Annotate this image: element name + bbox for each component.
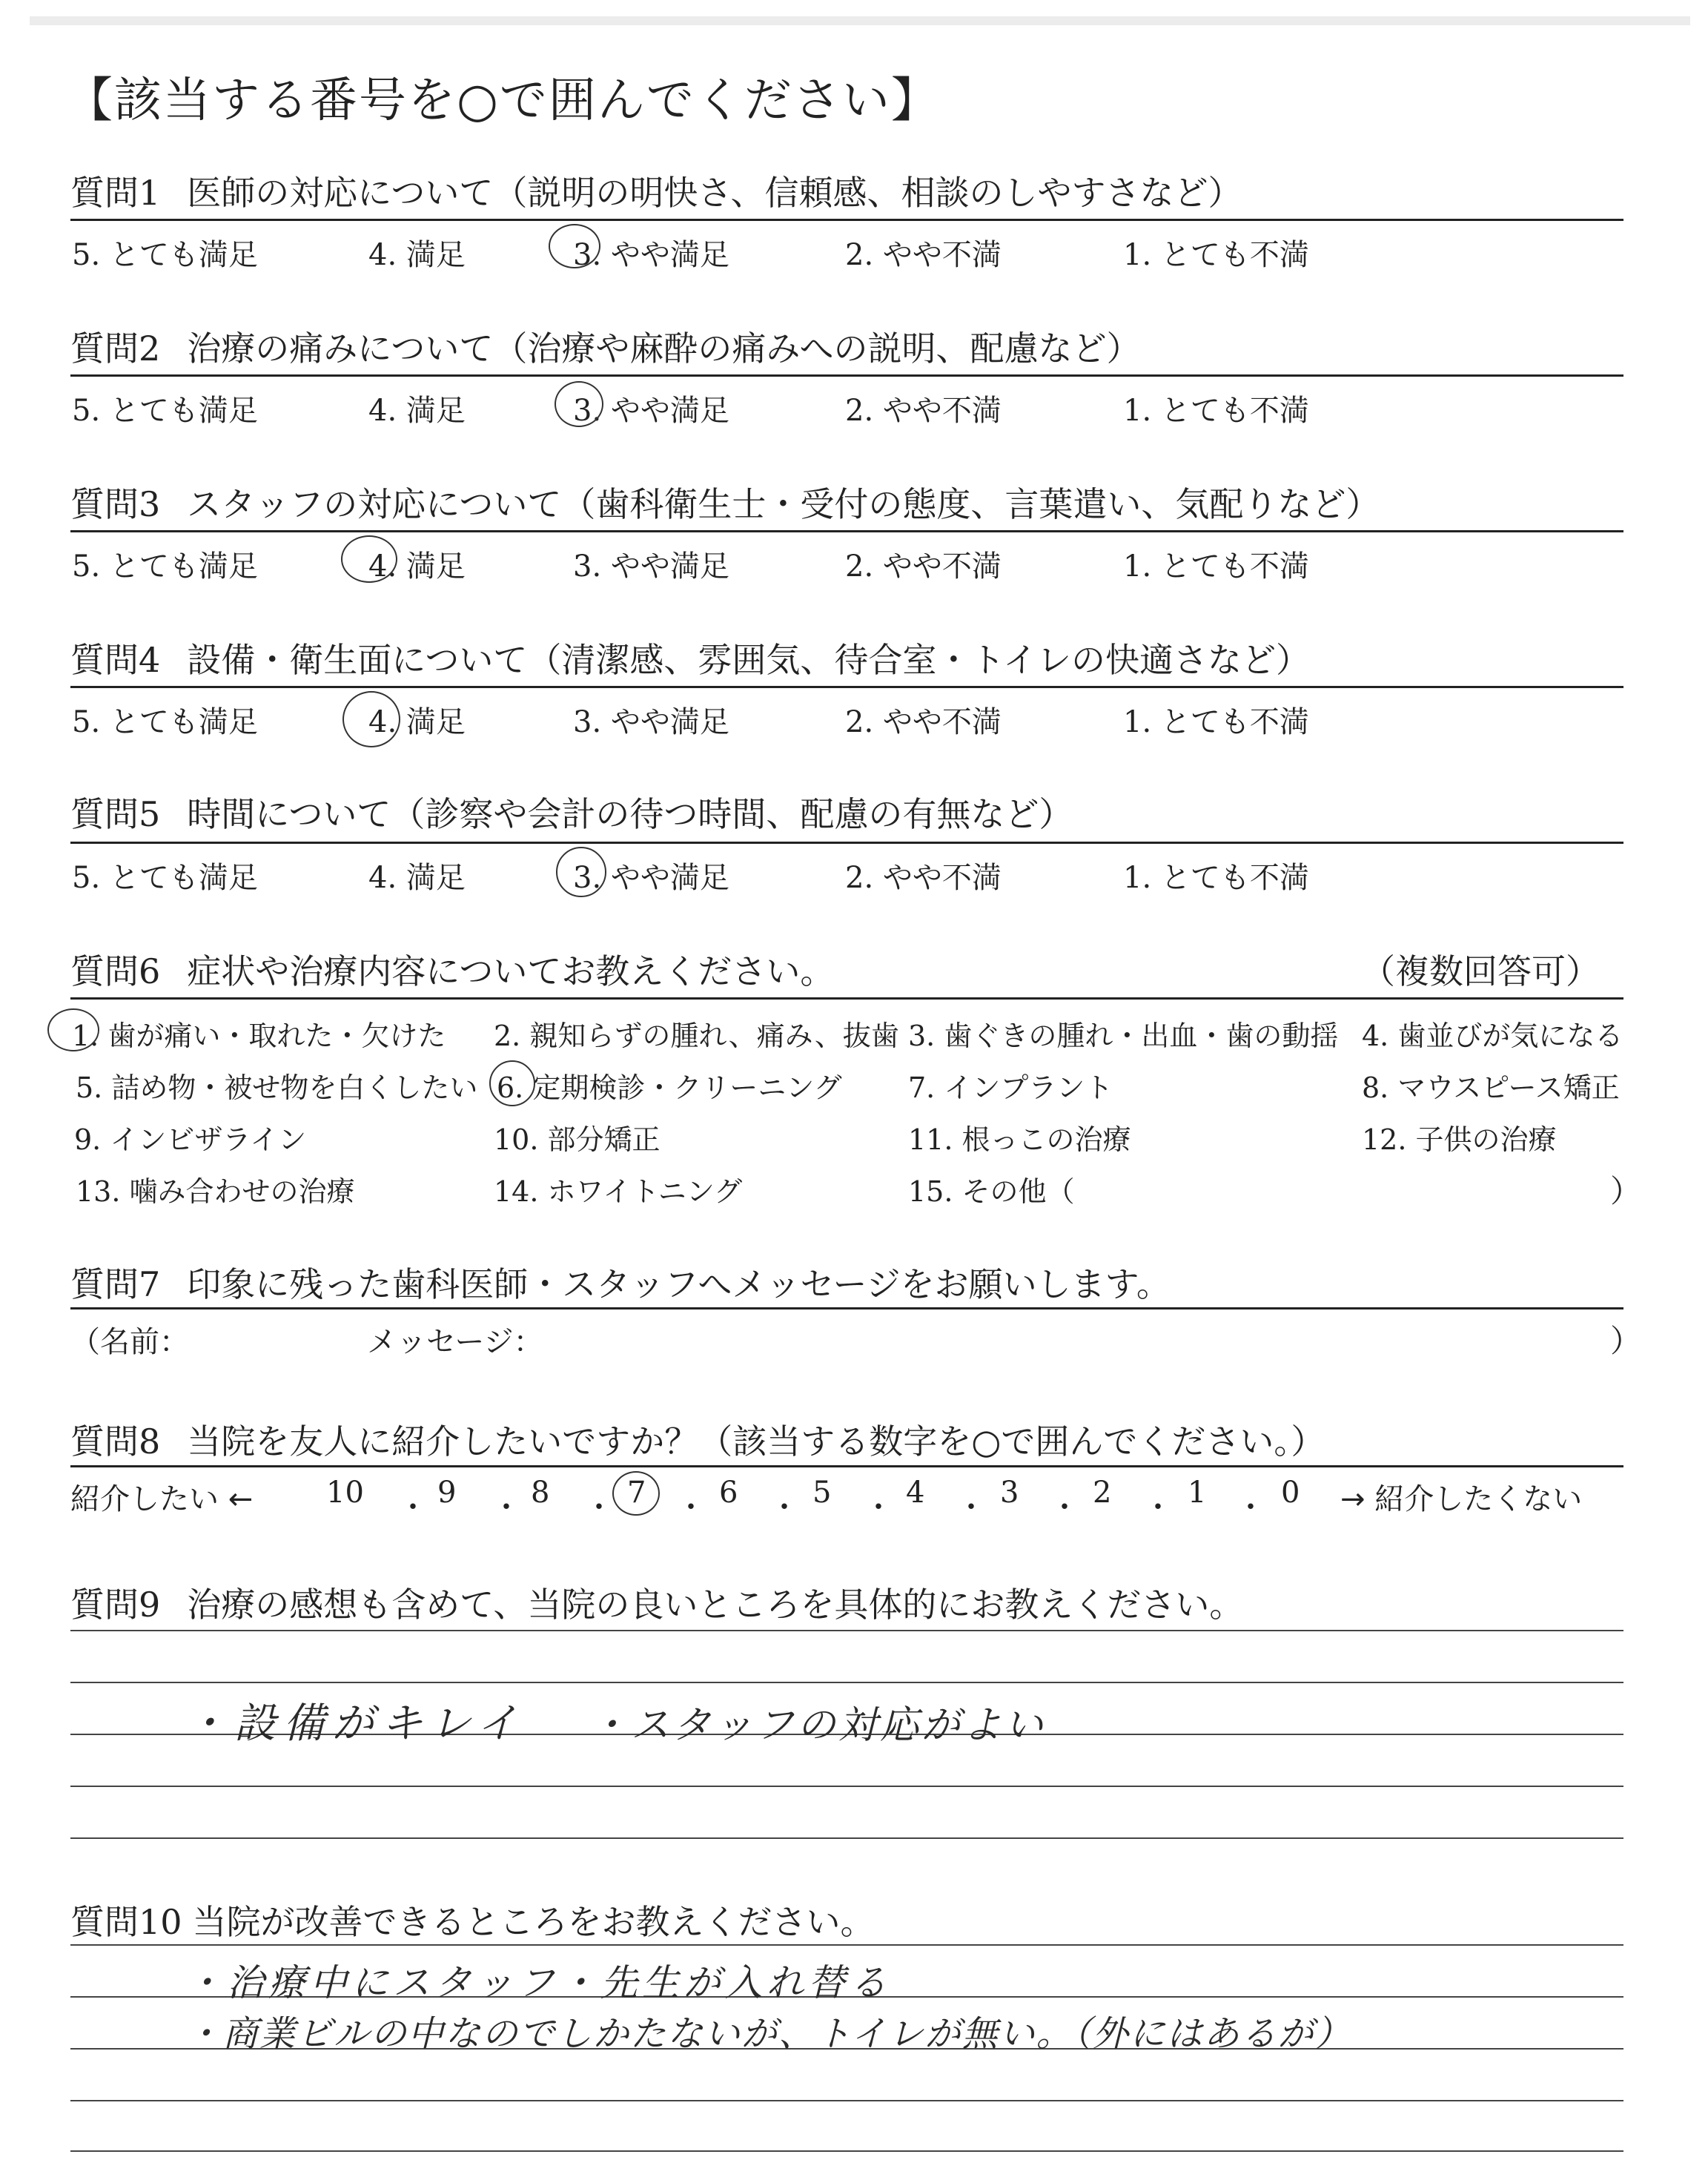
q6-option-9[interactable]: 9. インビザライン	[74, 1123, 307, 1156]
divider	[70, 219, 1623, 221]
divider	[70, 1465, 1623, 1467]
q6-option-2[interactable]: 2. 親知らずの腫れ、痛み、抜歯	[494, 1020, 899, 1052]
question-number: 質問1	[70, 173, 161, 213]
scale-8[interactable]: 8	[531, 1476, 550, 1510]
handwritten-answer: ・スタッフの対応がよい	[589, 1703, 1047, 1748]
option-3[interactable]: 3. やや満足	[573, 549, 729, 584]
question-number: 質問5	[70, 794, 161, 834]
q6-option-11[interactable]: 11. 根っこの治療	[908, 1123, 1131, 1156]
scale-separator: ・	[1143, 1490, 1173, 1525]
option-4[interactable]: 4. 満足	[368, 394, 466, 428]
q6-option-1[interactable]: 1. 歯が痛い・取れた・欠けた	[72, 1020, 446, 1052]
scale-0[interactable]: 0	[1281, 1476, 1300, 1510]
scan-top-edge	[30, 16, 1690, 25]
option-4[interactable]: 4. 満足	[368, 238, 466, 272]
scale-separator: ・	[1236, 1490, 1265, 1525]
question-5-heading	[70, 787, 1627, 836]
name-label: （名前：	[70, 1325, 189, 1359]
answer-line	[70, 1786, 1623, 1787]
question-text: スタッフの対応について（歯科衛生士・受付の態度、言葉遣い、気配りなど）	[187, 484, 1380, 524]
divider	[70, 842, 1623, 844]
q6-option-8[interactable]: 8. マウスピース矯正	[1362, 1071, 1620, 1104]
q6-option-12[interactable]: 12. 子供の治療	[1362, 1123, 1557, 1156]
option-5[interactable]: 5. とても満足	[72, 705, 258, 739]
option-1[interactable]: 1. とても不満	[1123, 705, 1309, 739]
page-title: 【該当する番号を○で囲んでください】	[65, 73, 940, 128]
question-text: 時間について（診察や会計の待つ時間、配慮の有無など）	[187, 794, 1073, 834]
question-text: 設備・衛生面について（清潔感、雰囲気、待合室・トイレの快適さなど）	[187, 640, 1311, 680]
question-number: 質問2	[70, 328, 161, 369]
option-2[interactable]: 2. やや不満	[845, 549, 1002, 584]
message-label: メッセージ：	[367, 1325, 543, 1359]
other-close-paren: ）	[1610, 1173, 1642, 1209]
option-5[interactable]: 5. とても満足	[72, 238, 258, 272]
multiple-answers-note: （複数回答可）	[1361, 951, 1600, 991]
option-1[interactable]: 1. とても不満	[1123, 394, 1309, 428]
question-10-heading	[70, 1895, 1627, 1944]
message-close-paren: ）	[1610, 1323, 1642, 1359]
divider	[70, 530, 1623, 532]
scale-5[interactable]: 5	[812, 1476, 832, 1510]
option-1[interactable]: 1. とても不満	[1123, 238, 1309, 272]
question-9-heading	[70, 1578, 1627, 1627]
option-2[interactable]: 2. やや不満	[845, 394, 1002, 428]
question-text: 症状や治療内容についてお教えください。	[187, 951, 835, 991]
handwritten-answer: ・商業ビルの中なのでしかたないが、トイレが無い。（外にはあるが）	[185, 2013, 1352, 2055]
option-5[interactable]: 5. とても満足	[72, 549, 258, 584]
scale-separator: ・	[491, 1490, 521, 1525]
question-3-heading	[70, 478, 1627, 526]
question-number: 質問10	[70, 1902, 182, 1942]
option-3[interactable]: 3. やや満足	[573, 861, 729, 895]
scale-7[interactable]: 7	[627, 1476, 646, 1510]
option-4[interactable]: 4. 満足	[368, 861, 466, 895]
q6-option-7[interactable]: 7. インプラント	[908, 1071, 1113, 1104]
scale-4[interactable]: 4	[906, 1476, 925, 1510]
question-text: 印象に残った歯科医師・スタッフへメッセージをお願いします。	[187, 1264, 1171, 1304]
scale-separator: ・	[398, 1490, 428, 1525]
option-2[interactable]: 2. やや不満	[845, 238, 1002, 272]
question-number: 質問7	[70, 1264, 161, 1304]
answer-line	[70, 1837, 1623, 1839]
q6-option-13[interactable]: 13. 噛み合わせの治療	[76, 1175, 355, 1208]
scale-separator: ・	[676, 1490, 706, 1525]
divider	[70, 374, 1623, 377]
option-1[interactable]: 1. とても不満	[1123, 861, 1309, 895]
option-2[interactable]: 2. やや不満	[845, 861, 1002, 895]
option-5[interactable]: 5. とても満足	[72, 861, 258, 895]
option-4[interactable]: 4. 満足	[368, 705, 466, 739]
answer-line	[70, 1944, 1623, 1946]
answer-line	[70, 1682, 1623, 1683]
option-3[interactable]: 3. やや満足	[573, 705, 729, 739]
question-number: 質問8	[70, 1421, 161, 1462]
scale-separator: ・	[584, 1490, 614, 1525]
question-text: 医師の対応について（説明の明快さ、信頼感、相談のしやすさなど）	[187, 173, 1242, 213]
recommend-left-label: 紹介したい ←	[70, 1482, 254, 1516]
question-number: 質問4	[70, 640, 161, 680]
divider	[70, 686, 1623, 688]
question-number: 質問9	[70, 1585, 161, 1625]
question-7-heading	[70, 1258, 1627, 1307]
handwritten-answer: ・設備がキレイ	[185, 1700, 526, 1748]
q6-option-3[interactable]: 3. 歯ぐきの腫れ・出血・歯の動揺	[908, 1020, 1339, 1052]
question-number: 質問6	[70, 951, 161, 991]
question-text: 当院が改善できるところをお教えください。	[192, 1902, 875, 1942]
answer-circle-mark	[341, 535, 397, 583]
answer-line	[70, 1630, 1623, 1631]
q6-option-15-other[interactable]: 15. その他（	[908, 1175, 1075, 1208]
answer-line	[70, 2150, 1623, 2152]
scale-2[interactable]: 2	[1093, 1476, 1112, 1510]
q6-option-6[interactable]: 6. 定期検診・クリーニング	[497, 1071, 842, 1104]
question-text: 治療の痛みについて（治療や麻酔の痛みへの説明、配慮など）	[187, 328, 1141, 369]
scale-1[interactable]: 1	[1188, 1476, 1207, 1510]
answer-circle-mark	[556, 847, 606, 897]
option-5[interactable]: 5. とても満足	[72, 394, 258, 428]
q6-option-10[interactable]: 10. 部分矯正	[494, 1123, 661, 1156]
q6-option-4[interactable]: 4. 歯並びが気になる	[1362, 1020, 1623, 1052]
option-1[interactable]: 1. とても不満	[1123, 549, 1309, 584]
question-1-heading	[70, 166, 1627, 215]
option-2[interactable]: 2. やや不満	[845, 705, 1002, 739]
q6-option-14[interactable]: 14. ホワイトニング	[494, 1175, 743, 1208]
question-text: 治療の感想も含めて、当院の良いところを具体的にお教えください。	[187, 1585, 1244, 1625]
question-text: 当院を友人に紹介したいですか？（該当する数字を○で囲んでください。）	[187, 1421, 1325, 1462]
answer-circle-mark	[555, 381, 603, 427]
divider	[70, 997, 1623, 1000]
answer-circle-mark	[47, 1008, 99, 1051]
scale-3[interactable]: 3	[1000, 1476, 1019, 1510]
divider	[70, 1307, 1623, 1309]
scale-10[interactable]: 10	[326, 1476, 364, 1510]
scale-6[interactable]: 6	[719, 1476, 738, 1510]
q6-option-5[interactable]: 5. 詰め物・被せ物を白くしたい	[76, 1071, 478, 1104]
scale-9[interactable]: 9	[437, 1476, 457, 1510]
scale-separator: ・	[1050, 1490, 1079, 1525]
answer-circle-mark	[489, 1060, 535, 1106]
option-4[interactable]: 4. 満足	[368, 549, 466, 584]
answer-line	[70, 2100, 1623, 2101]
scale-separator: ・	[769, 1490, 799, 1525]
question-4-heading	[70, 633, 1627, 682]
scale-separator: ・	[956, 1490, 986, 1525]
question-2-heading	[70, 322, 1627, 371]
answer-circle-mark	[342, 691, 400, 747]
recommend-right-label: → 紹介したくない	[1340, 1482, 1583, 1516]
option-3[interactable]: 3. やや満足	[573, 238, 729, 272]
question-8-heading	[70, 1415, 1627, 1464]
question-number: 質問3	[70, 484, 161, 524]
answer-circle-mark	[612, 1471, 660, 1516]
answer-circle-mark	[549, 224, 600, 268]
scale-separator: ・	[864, 1490, 893, 1525]
handwritten-answer: ・治療中にスタッフ・先生が入れ替る	[185, 1961, 891, 2004]
option-3[interactable]: 3. やや満足	[573, 394, 729, 428]
